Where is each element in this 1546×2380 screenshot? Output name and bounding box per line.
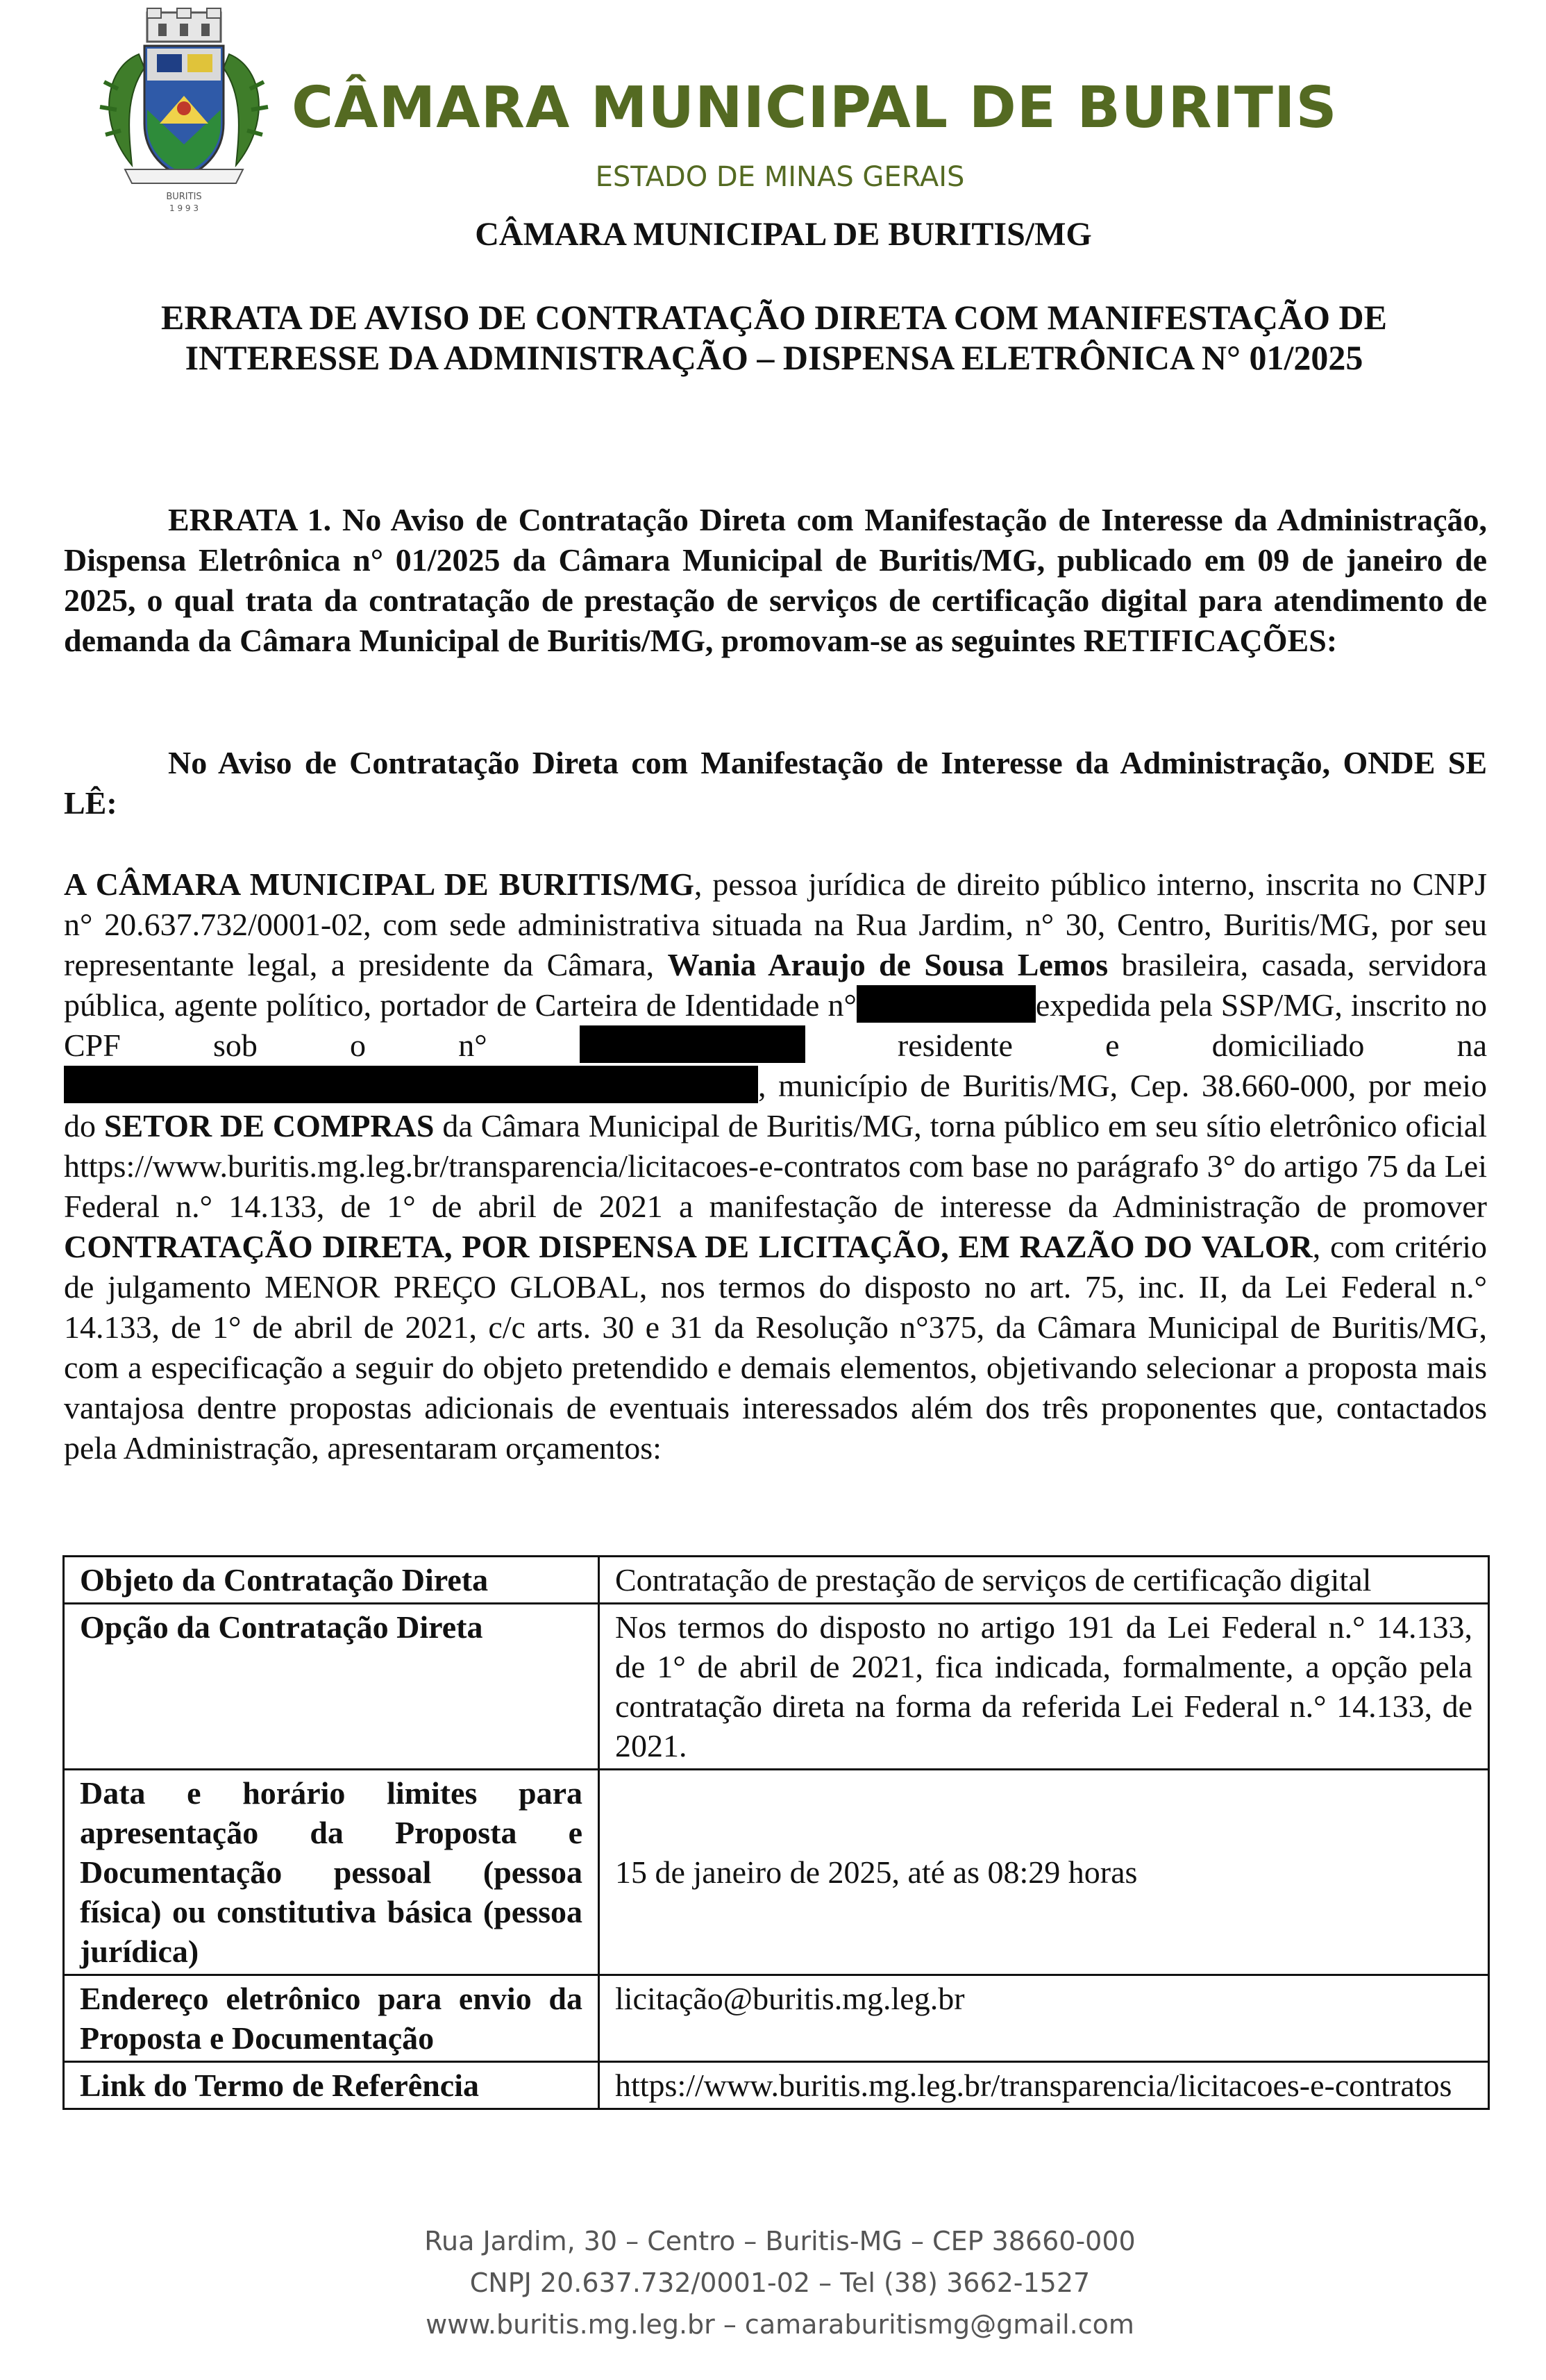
notice-paragraph: [64, 864, 1487, 1468]
page-footer: [0, 2220, 1546, 2345]
notice-text-2: brasileira, casada, servidora pública, agente político, portador de Carteira de Identidade n°: [64, 947, 1487, 1023]
notice-text-6: da Câmara Municipal de Buritis/MG, torna público em seu sítio eletrônico oficial https://www.buritis.mg.leg.br/transparencia/licitacoes-e-contratos com base no parágrafo 3° do artigo 75 da Lei Federal n.° 14.133, de 1° de abril de 2021 a manifestação de interesse da Administração de promover: [64, 1108, 1487, 1224]
institution-name: CÂMARA MUNICIPAL DE BURITIS: [292, 75, 1338, 141]
table-row: [64, 1557, 1489, 1604]
table-row: [64, 2062, 1489, 2109]
redacted-cpf-number: [580, 1025, 805, 1063]
crest-banner: BURITIS: [166, 192, 202, 202]
table-label: Objeto da Contratação Direta: [64, 1557, 599, 1604]
institution-state: ESTADO DE MINAS GERAIS: [595, 161, 965, 193]
errata-paragraph: ERRATA 1. No Aviso de Contratação Direta com Manifestação de Interesse da Administração, Dispensa Eletrônica n° 01/2025 da Câmara Municipal de Buritis/MG, publicado em 09 de janeiro de 2025, o qual trata da contratação de prestação de serviços de certificação digital para atendimento de demanda da Câmara Municipal de Buritis/MG, promovam-se as seguintes RETIFICAÇÕES:: [64, 502, 1487, 658]
notice-text-7: , com critério de julgamento MENOR PREÇO GLOBAL, nos termos do disposto no art. 75, inc. II, da Lei Federal n.° 14.133, de 1° de abril de 2021, c/c arts. 30 e 31 da Resolução n°375, da Câmara Municipal de Buritis/MG, com a especificação a seguir do objeto pretendido e demais elementos, objetivando selecionar a proposta mais vantajosa dentre propostas adicionais de eventuais interessados além dos três proponentes que, contactados pela Administração, apresentaram orçamentos:: [64, 1229, 1487, 1466]
table-value: 15 de janeiro de 2025, até as 08:29 horas: [599, 1770, 1489, 1975]
redacted-id-number: [857, 985, 1036, 1023]
crest-year: 1 9 9 3: [169, 203, 199, 213]
table-row: [64, 1770, 1489, 1975]
contract-type: CONTRATAÇÃO DIRETA, POR DISPENSA DE LICITAÇÃO, EM RAZÃO DO VALOR: [64, 1229, 1313, 1264]
table-row: [64, 1604, 1489, 1770]
table-label: Endereço eletrônico para envio da Proposta e Documentação: [64, 1975, 599, 2062]
redacted-address: [64, 1066, 758, 1103]
footer-cnpj-phone: CNPJ 20.637.732/0001-02 – Tel (38) 3662-1527: [469, 2268, 1091, 2298]
table-value: https://www.buritis.mg.leg.br/transparencia/licitacoes-e-contratos: [599, 2062, 1489, 2109]
document-title-line2: INTERESSE DA ADMINISTRAÇÃO – DISPENSA ELETRÔNICA N° 01/2025: [185, 338, 1363, 377]
notice-text-3: expedida pela SSP/MG, inscrito no CPF sob o n°: [64, 987, 1487, 1063]
table-value: Nos termos do disposto no artigo 191 da Lei Federal n.° 14.133, de 1° de abril de 2021, fica indicada, formalmente, a opção pela contratação direta na forma da referida Lei Federal n.° 14.133, de 2021.: [599, 1604, 1489, 1770]
notice-text-1: , pessoa jurídica de direito público interno, inscrita no CNPJ n° 20.637.732/0001-02, com sede administrativa situada na Rua Jardim, n° 30, Centro, Buritis/MG, por seu representante legal, a presidente da Câmara,: [64, 866, 1487, 982]
table-label: Link do Termo de Referência: [64, 2062, 599, 2109]
table-value: Contratação de prestação de serviços de certificação digital: [599, 1557, 1489, 1604]
table-value: licitação@buritis.mg.leg.br: [599, 1975, 1489, 2062]
table-row: [64, 1975, 1489, 2062]
table-label: Opção da Contratação Direta: [64, 1604, 599, 1770]
purchasing-sector: SETOR DE COMPRAS: [103, 1108, 435, 1143]
notice-text-5: , município de Buritis/MG, Cep. 38.660-000, por meio do: [64, 1068, 1487, 1143]
footer-web-email: www.buritis.mg.leg.br – camaraburitismg@gmail.com: [426, 2309, 1134, 2340]
institution-subtitle: CÂMARA MUNICIPAL DE BURITIS/MG: [475, 216, 1092, 253]
footer-address: Rua Jardim, 30 – Centro – Buritis-MG – CEP 38660-000: [424, 2226, 1136, 2256]
president-name: Wania Araujo de Sousa Lemos: [667, 947, 1109, 982]
notice-text-4: residente e domiciliado na: [897, 1028, 1487, 1063]
notice-entity-name: A CÂMARA MUNICIPAL DE BURITIS/MG: [64, 866, 694, 902]
table-label: Data e horário limites para apresentação da Proposta e Documentação pessoal (pessoa física) ou constitutiva básica (pessoa jurídica): [64, 1770, 599, 1975]
contract-info-table: [62, 1555, 1490, 2110]
onde-se-le-paragraph: No Aviso de Contratação Direta com Manifestação de Interesse da Administração, ONDE SE LÊ:: [64, 745, 1487, 821]
document-title-line1: ERRATA DE AVISO DE CONTRATAÇÃO DIRETA COM MANIFESTAÇÃO DE: [161, 298, 1387, 337]
document-title: [104, 297, 1444, 378]
